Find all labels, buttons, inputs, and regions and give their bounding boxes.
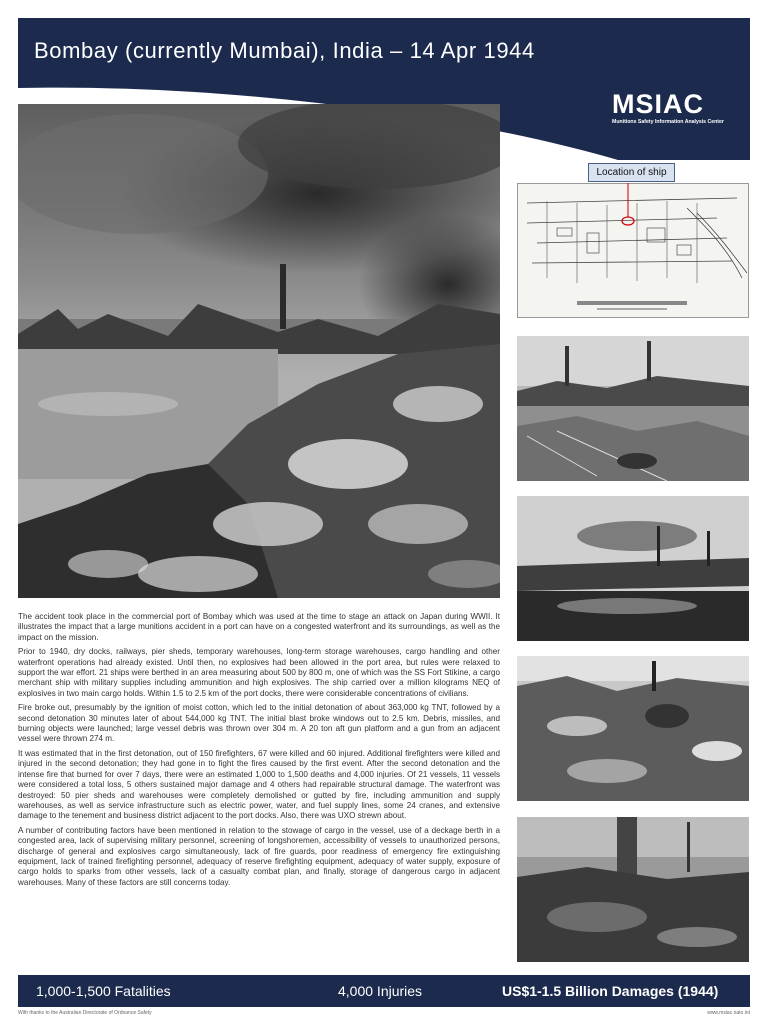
website-link[interactable]: www.msiac.nato.int bbox=[707, 1010, 750, 1016]
logo-wordmark: MSIAC bbox=[612, 89, 704, 119]
paragraph-factors: A number of contributing factors have been mentioned in relation to the stowage of cargo in the vessel, use of a deckage berth in a congested area, lack of supervising military personnel, screening of longshoremen, accessibility of vessels to unauthorized persons, discharge of general and explosives cargo simultaneously, lack of fire guards, poor readiness of emergency fire extinguishing equipment, lack of trained firefighting personnel, adequacy of reserve firefighting equipment, adequacy of water supply, exposure of cargo holds to sparks from other vessels, lack of a casualty combat plan, and finally, storage of dangerous cargo in adjacent warehouses. Many of these factors are still concerns today. bbox=[18, 825, 500, 887]
paragraph-overview: The accident took place in the commercial port of Bombay which was used at the time to stage an attack on Japan during WWII. It illustrates the impact that a large munitions accident in a port can have on a congested waterfront and its surroundings, as well as the impact on the mission. bbox=[18, 612, 500, 642]
page-title: Bombay (currently Mumbai), India – 14 Apr 1944 bbox=[34, 38, 535, 63]
stat-fatalities: 1,000-1,500 Fatalities bbox=[36, 983, 171, 999]
harbour-wreck-photo bbox=[517, 336, 749, 481]
credit-text: With thanks to the Australian Directorate of Ordnance Safety bbox=[18, 1010, 152, 1016]
smoke-harbour-photo bbox=[517, 496, 749, 641]
main-explosion-photo bbox=[18, 104, 500, 598]
incident-description bbox=[18, 612, 500, 892]
port-location-map bbox=[517, 183, 749, 318]
ship-wreckage-photo bbox=[517, 817, 749, 962]
stat-injuries: 4,000 Injuries bbox=[338, 983, 423, 999]
stats-footer bbox=[18, 975, 750, 1007]
paragraph-casualties: It was estimated that in the first detonation, out of 150 firefighters, 67 were killed and 60 injured. Additional firefighters were killed and injured in the second detonation; they had gone in to fight the fires caused by the first event. After the second detonation and the intense fire that burned for over 7 days, there were an estimated 1,000 to 1,500 deaths and 4,000 injuries. Of 21 vessels, 11 vessels were considered a total loss, 5 others sustained major damage and 4 others had repairable structural damage. The waterfront was destroyed: 50 pier sheds and warehouses were completely demolished or gutted by fire, including ammunition and supply warehouses, as well as service infrastructure such as electric power, water, and fuel supply lines, some 24 cranes, and extensive damage to the tenement and business district adjacent to the port docks. Also, there was UXO strewn about. bbox=[18, 748, 500, 821]
paragraph-detonation: Fire broke out, presumably by the ignition of moist cotton, which led to the initial detonation of about 363,000 kg TNT, followed by a second detonation 30 minutes later of about 544,000 kg TNT. The initial blast broke windows out to 2.5 km. Debris, missiles, and burning objects were launched; large vessel debris was thrown over 304 m. A 20 ton aft gun platform and a gun from an adjacent vessel were thrown 274 m. bbox=[18, 703, 500, 744]
logo-subtitle: Munitions Safety Information Analysis Center bbox=[612, 119, 724, 125]
msiac-logo bbox=[612, 90, 742, 125]
stat-damages: US$1-1.5 Billion Damages (1944) bbox=[502, 983, 719, 999]
debris-field-photo bbox=[517, 656, 749, 801]
paragraph-background: Prior to 1940, dry docks, railways, pier sheds, temporary warehouses, long-term storage warehouses, cargo handling and other waterfront operations had already existed. Until then, no explosives had been allowed in the port area, but rules were relaxed to support the war effort. 21 ships were berthed in an area measuring about 500 by 800 m, one of which was the SS Fort Stikine, a cargo merchant ship with military supplies including ammunition and high explosives. The ship carried over a million kilograms NEQ of explosives in two main cargo holds. Within 1.5 to 2.5 km of the port docks, there were considerable concentrations of civilians. bbox=[18, 647, 500, 698]
map-callout-label: Location of ship bbox=[588, 163, 675, 182]
